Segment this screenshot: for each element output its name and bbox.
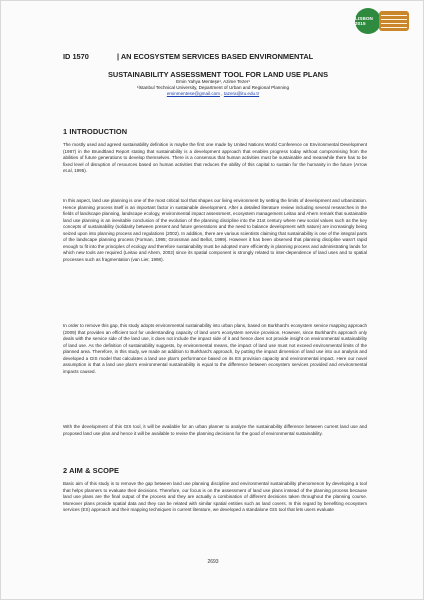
page-number: 2693 xyxy=(207,559,219,565)
paragraph-intro-4: With the development of this GIS tool, it will be available for an urban planner to analyze the sustainability difference between current land use and proposed land use plan and hence it will be available to revise the planning decisions for the good of environmental sustainability. xyxy=(63,424,367,436)
paragraph-intro-2: In this aspect, land use planning is one of the most critical tool that shapes our living environment by setting the limits of development and urbanization. Hence planning process itself is an important factor in sustainable development. After a detailed literature review including several researches in the fields of landscape planning, landscape ecology, environmental impact assessment, ecosystem management Leitao and Ahern remark that sustainable land use planning is an inevitable conclusion of the evolution of the planning discipline into the 21st century where new social values such as the key concepts of sustainability (solidarity between present and future generations and the need to balance development with nature) are increasingly being seized upon into planning process and regulations (2002). In addition, there are various scientists claiming that sustainability is one of the integral parts of the landscape planning process (Forman, 1995; Grossman and Bellot, 1999). However it has been observed that planning discipline wasn't rapid enough to fit into the principles of ecology and therefore sustainability must be adopted more efficiently in planning process and administrating lands for which new tools are required (Leitao and Ahern, 2002) since its spatial component is strongly related to inter-dependence of land uses and to spatial processes such as fragmentation (van Lier, 1998). xyxy=(63,198,367,262)
conference-logo xyxy=(355,8,411,36)
title-line-1: | AN ECOSYSTEM SERVICES BASED ENVIRONMENTAL xyxy=(117,52,314,61)
author-emails xyxy=(1,91,424,97)
paragraph-intro-3: In order to remove this gap, this study adopts environmental sustainability into urban plans, based on Burkhard's ecosystem service mapping approach (2009) that provides an efficient tool for understanding capacity of land use's ecosystem service provision. However, since Burkhard's approach only deals with the service side of the land use, it does not include the impact side of it and hence does not provide insight on environmental sustainability of land use. As the definition of sustainability suggests, by environmental means, the impact of land use must not exceed environmental limits of the planned area. Therefore, in this study, we made an addition to Burkhard's approach, by putting the impact dimension of land use into our analysis and developed a GIS model that calculates a land use plan's performance based on its ES provision capacity and environmental impact. Here our novel assumption is that a land use plan's environmental sustainability is equal to the difference between ecosystem services provided and environmental impacts caused. xyxy=(63,323,367,374)
logo-text: LISBON 2015 xyxy=(355,16,373,26)
author-names: Emin Yahya Menteşe¹, Azime Tezer¹ xyxy=(176,79,250,84)
title-line-2: SUSTAINABILITY ASSESSMENT TOOL FOR LAND USE PLANS xyxy=(107,70,329,79)
paper-title xyxy=(63,51,373,81)
email-link-1[interactable]: eminmentese@gmail.com xyxy=(166,91,220,96)
logo-badge-icon xyxy=(379,11,409,31)
email-separator: , xyxy=(220,91,224,96)
section-heading-introduction: 1 INTRODUCTION xyxy=(63,127,128,136)
email-link-2[interactable]: tazera@itu.edu.tr xyxy=(223,91,260,96)
paragraph-aim-1: Basic aim of this study is to remove the gap between land use planning discipline and environmental sustainability phenomenon by developing a tool that helps planners to evaluate their decisions. Therefore, our focus is on the assessment of land use plans instead of the planning process because land use plans are the final output of the process and they are actually a combination of different decisions taken throughout the planning course. Moreover plans provide spatial data and they can be related with similar spatial entities such as land covers. In this regard by benefiting ecosystem services (ES) approach and their mapping techniques in current literature, we developed a standalone GIS tool that lets users evaluate xyxy=(63,481,367,512)
paper-id: ID 1570 xyxy=(63,52,89,61)
author-affiliation: ¹İstanbul Technical University, Department of Urban and Regional Planning xyxy=(136,85,290,90)
logo-circle xyxy=(355,8,381,34)
paragraph-intro-1: The mostly used and agreed sustainability definition is maybe the first one made by United Nations World Conference on Environmental Development (1987) in the Brundtland Report stating that sustainability is a development approach that enables progress today without compromising from the abilities of future generations to develop themselves. There is a consensus that human activities must be sustainable and meanwhile there has to be fixed level of disruption of resources based on human activities that reduces the ability of this capital to sustain for the humanity in the future (Arrow et.al, 1995). xyxy=(63,142,367,173)
section-heading-aim-scope: 2 AIM & SCOPE xyxy=(63,466,120,475)
